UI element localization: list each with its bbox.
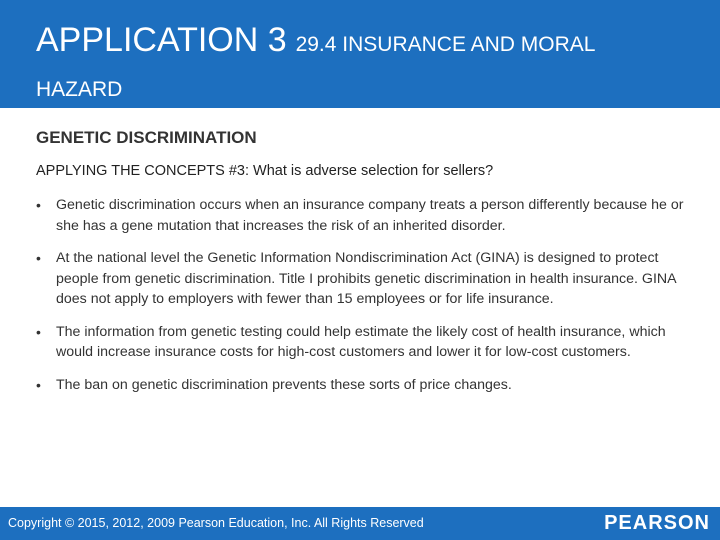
- bullet-text-4: The ban on genetic discrimination prevents these sorts of price changes.: [56, 376, 512, 393]
- title-banner: [0, 0, 720, 108]
- concept-question: APPLYING THE CONCEPTS #3: What is adverse selection for sellers?: [36, 163, 494, 179]
- slide-title-rest-line1: 29.4 INSURANCE AND MORAL: [295, 33, 596, 56]
- bullet-text-1: Genetic discrimination occurs when an insurance company treats a person differently because he or she has a gene mutation that increases the risk of an inherited disorder.: [56, 197, 684, 234]
- bullet-item-2: [36, 248, 692, 310]
- bullet-text-3: The information from genetic testing could help estimate the likely cost of health insurance, which would increase insurance costs for high-cost customers and lower it for low-cost customers.: [56, 323, 666, 360]
- slide-title-rest-line2: HAZARD: [36, 78, 123, 101]
- bullet-item-3: [36, 322, 692, 363]
- section-title: GENETIC DISCRIMINATION: [36, 128, 257, 147]
- bullet-dot-icon: •: [36, 250, 41, 266]
- bullet-dot-icon: •: [36, 376, 41, 393]
- bullet-text-2: At the national level the Genetic Information Nondiscrimination Act (GINA) is designed to protect people from genetic discrimination. Title I prohibits genetic discrimination in health insurance. GINA does not apply to employers with fewer than 15 employees or for life insurance.: [56, 250, 676, 307]
- slide-title-main: APPLICATION 3: [36, 21, 287, 59]
- bullet-dot-icon: •: [36, 323, 41, 340]
- bullet-item-4: [36, 375, 692, 396]
- copyright-text: Copyright © 2015, 2012, 2009 Pearson Education, Inc. All Rights Reserved: [8, 516, 424, 530]
- pearson-logo: PEARSON: [604, 512, 710, 534]
- bullet-list: [36, 195, 692, 407]
- bullet-item-1: [36, 195, 692, 236]
- slide-title: [36, 20, 686, 110]
- bullet-dot-icon: •: [36, 197, 41, 213]
- footer-bar: [0, 507, 720, 540]
